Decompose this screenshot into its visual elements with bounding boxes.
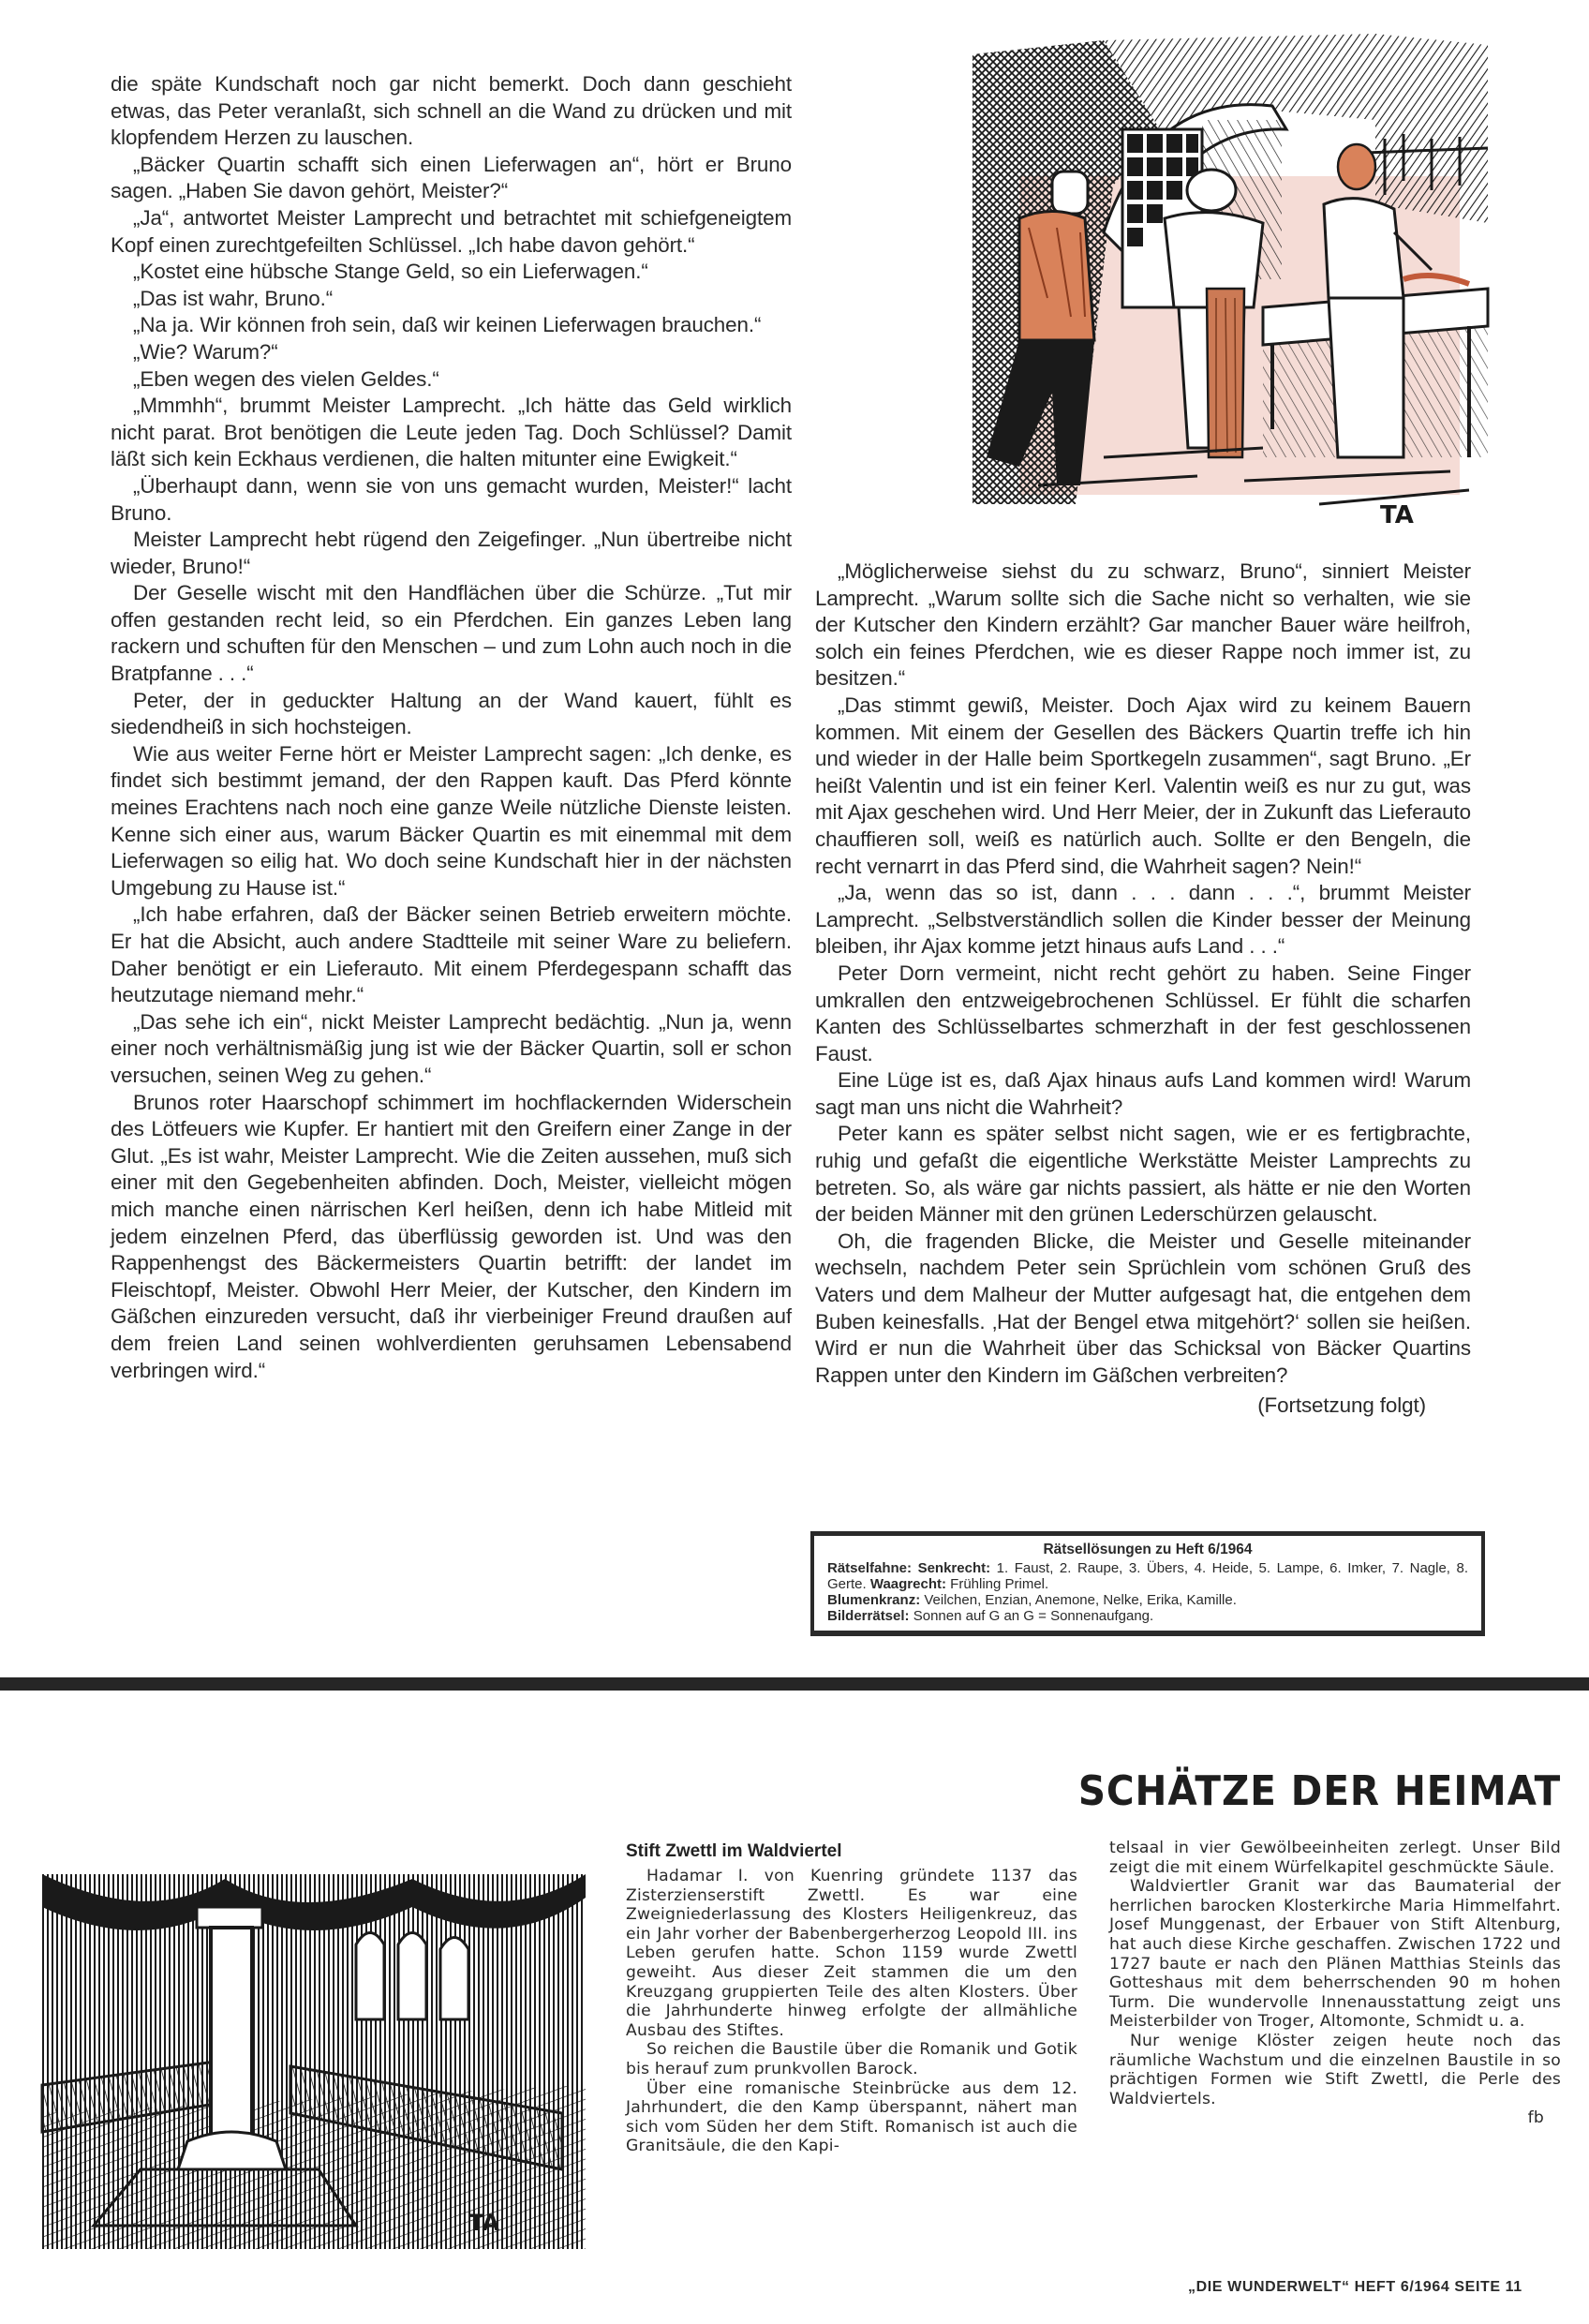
page-footer: „DIE WUNDERWELT“ HEFT 6/1964 SEITE 11 (1188, 2279, 1522, 2295)
story-paragraph: „Das stimmt gewiß, Meister. Doch Ajax wird zu keinem Bauern kommen. Mit einem der Gesellen des Bäckers Quartin treffe ich hin und wieder in der Halle beim Sportkegeln zusammen“, sagt Bruno. „Er heißt Valentin und ist ein feiner Kerl. Valentin weiß es nur zu gut, was mit Ajax geschehen wird. Und Herr Meier, der in Zukunft das Lieferauto chauffieren soll, weiß es natürlich auch. Sollte er den Bengeln, die recht vernarrt in das Pferd sind, die Wahrheit sagen? Nein!“ (815, 693, 1471, 878)
back-wall-right (1375, 34, 1488, 223)
article-paragraph: Nur wenige Klöster zeigen heute noch das räumliche Wachstum und die einzelnen Baustile in so prächtigen Formen wie Stift Zwettl, die Perle des Waldviertels. (1109, 2031, 1561, 2108)
story-paragraph: „Wie? Warum?“ (133, 339, 278, 364)
puzzle-solutions-box (810, 1531, 1485, 1636)
story-paragraph: Peter, der in geduckter Haltung an der Wand kauert, fühlt es siedendheiß in sich hochsteigen. (111, 688, 792, 739)
article-paragraph: Waldviertler Granit war das Baumaterial der herrlichen barocken Klosterkirche Maria Himmelfahrt. Josef Munggenast, der Erbauer von Stift Altenburg, hat auch diese Kirche geschaffen. Zwischen 1722 und 1727 baute er nach den Plänen Matthias Steinls das Gotteshaus mit dem beherrschenden 90 m hohen Turm. Die wundervolle Innenausstattung zeigt uns Meisterbilder von Troger, Altomonte, Schmidt u. a. (1109, 1877, 1561, 2032)
story-paragraph: „Überhaupt dann, wenn sie von uns gemacht wurden, Meister!“ lacht Bruno. (111, 473, 792, 525)
cloister-drawing (37, 1870, 600, 2254)
article-column-2 (1109, 1839, 1561, 2128)
article-column-1 (626, 1867, 1077, 2156)
senkrecht-label: Senkrecht: (917, 1560, 991, 1576)
story-paragraph: Der Geselle wischt mit den Handflächen über die Schürze. „Tut mir offen gestanden recht leid, so ein Pferdchen. Ein ganzes Leben lang rackern und schuften für den Menschen – und zum Lohn auch noch in die Bratpfanne . . .“ (111, 581, 792, 686)
waagrecht-text: Frühling Primel. (950, 1576, 1049, 1592)
article-paragraph: So reichen die Baustile über die Romanik und Gotik bis herauf zum prunkvollen Barock. (626, 2040, 1077, 2078)
story-paragraph: „Das ist wahr, Bruno.“ (133, 286, 334, 310)
continuation-note: (Fortsetzung folgt) (1257, 1393, 1426, 1418)
story-paragraph: Peter Dorn vermeint, nicht recht gehört zu haben. Seine Finger umkrallen den entzweigebrochenen Schlüssel. Er fühlt die scharfen Kanten des Schlüsselbartes schmerzhaft in der fest geschlossenen Faust. (815, 961, 1471, 1065)
section-title: SCHÄTZE DER HEIMAT (1077, 1767, 1561, 1815)
senkrecht-text: 1. Faust, 2. Raupe, 3. Übers, 4. Heide, 5. Lampe, 6. Imker, 7. Nagle, 8. Gerte. (827, 1560, 1469, 1592)
story-paragraph: Oh, die fragenden Blicke, die Meister und Geselle miteinander wechseln, nachdem Peter sein Sprüchlein vom schönen Gruß des Vaters und dem Malheur der Mutter aufgesagt hat, die entgehen dem Buben keinesfalls. ‚Hat der Bengel etwa mitgehört?‘ sollen sie heißen. Wird er nun die Wahrheit über das Schicksal von Bäcker Quartins Rappen unter den Kindern im Gäßchen verbreiten? (815, 1229, 1471, 1387)
story-left-column (111, 71, 792, 1384)
cloister-illustration (37, 1870, 600, 2254)
story-paragraph: Peter kann es später selbst nicht sagen, wie er es fertigbrachte, ruhig und gefaßt die eigentliche Werkstätte Meister Lamprechts zu betreten. So, als wäre gar nichts passiert, als hätte er nie den Worten der beiden Männer mit den grünen Lederschürzen gelauscht. (815, 1122, 1471, 1227)
story-paragraph: „Ja“, antwortet Meister Lamprecht und betrachtet mit schiefgeneigtem Kopf einen zurechtgefeilten Schlüssel. „Ich habe davon gehört.“ (111, 205, 792, 257)
window-arches (356, 1933, 468, 2020)
blumenkranz-label: Blumenkranz: (827, 1592, 921, 1608)
story-paragraph: „Ja, wenn das so ist, dann . . . dann . . .“, brummt Meister Lamprecht. „Selbstverständlich sollen die Kinder besser der Meinung bleiben, ihr Ajax komme jetzt hinaus aufs Land . . .“ (815, 881, 1471, 959)
section-divider (0, 1677, 1589, 1691)
waagrecht-label: Waagrecht: (869, 1576, 946, 1592)
story-paragraph: „Eben wegen des vielen Geldes.“ (133, 366, 439, 391)
bilderraetsel-label: Bilderrätsel: (827, 1608, 910, 1624)
blumenkranz-text: Veilchen, Enzian, Anemone, Nelke, Erika, Kamille. (924, 1592, 1237, 1608)
story-paragraph: „Möglicherweise siehst du zu schwarz, Bruno“, sinniert Meister Lamprecht. „Warum sollte sich die Sache nicht so verhalten, wie sie der Kutscher den Kindern erzählt? Gar mancher Bauer wäre heilfroh, solch ein feines Pferdchen, wie es dieser Rappe noch immer ist, zu besitzen.“ (815, 559, 1471, 691)
story-paragraph: die späte Kundschaft noch gar nicht bemerkt. Doch dann geschieht etwas, das Peter veranlaßt, sich schnell an die Wand zu drücken und mit klopfendem Herzen zu lauschen. (111, 72, 792, 150)
story-paragraph: Eine Lüge ist es, daß Ajax hinaus aufs Land kommen wird! Warum sagt man uns nicht die Wahrheit? (815, 1068, 1471, 1119)
raetselfahne-label: Rätselfahne: (827, 1560, 913, 1576)
article-paragraph: Über eine romanische Steinbrücke aus dem 12. Jahrhundert, die den Kamp überspannt, nähert man sich vom Süden her dem Stift. Romanisch ist auch die Granitsäule, die den Kapi- (626, 2078, 1077, 2156)
puzzle-solutions-title: Rätsellösungen zu Heft 6/1964 (1043, 1542, 1253, 1557)
raetselfahne-solution (827, 1560, 1468, 1592)
story-paragraph: Wie aus weiter Ferne hört er Meister Lamprecht sagen: „Ich denke, es findet sich bestimmt jemand, der den Rappen kauft. Das Pferd könnte meines Erachtens nach noch eine ganze Weile nützliche Dienste leisten. Kenne sich einer aus, warum Bäcker Quartin es mit einemmal mit dem Lieferwagen so eilig hat. Wo doch seine Kundschaft hier in der nächsten Umgebung zu Hause ist.“ (111, 741, 792, 900)
artist-signature: TA (1380, 501, 1414, 528)
bilderraetsel-solution (827, 1608, 1468, 1624)
story-paragraph: Brunos roter Haarschopf schimmert im hochflackernden Widerschein des Lötfeuers wie Kupfer. Er hantiert mit den Greifern einer Zange in der Glut. „Es ist wahr, Meister Lamprecht. Wie die Zeiten aussehen, muß sich einer mit den Gegebenheiten abfinden. Doch, Meister, vielleicht mögen mich manche einen närrischen Kerl heißen, denn ich habe Mitleid mit jedem einzelnen Pferd, das überflüssig geworden ist. Und was den Rappenhengst des Bäckermeisters Quartin betrifft: der landet im Fleischtopf, Meister. Obwohl Herr Meier, der Kutscher, den Kindern im Gäßchen einzureden versucht, daß ihr vierbeiniger Freund draußen auf dem freien Land seinen wohlverdienten geruhsamen Lebensabend verbringen wird.“ (111, 1090, 792, 1382)
workshop-drawing (963, 17, 1497, 528)
artist-signature: TA (468, 2210, 500, 2236)
article-paragraph: telsaal in vier Gewölbeeinheiten zerlegt. Unser Bild zeigt die mit einem Würfelkapitel geschmückte Säule. (1109, 1839, 1561, 1877)
author-signature: fb (1527, 2108, 1544, 2128)
story-right-column (815, 559, 1471, 1420)
story-paragraph: Meister Lamprecht hebt rügend den Zeigefinger. „Nun übertreibe nicht wieder, Bruno!“ (111, 528, 792, 578)
story-paragraph: „Bäcker Quartin schafft sich einen Lieferwagen an“, hört er Bruno sagen. „Haben Sie davon gehört, Meister?“ (111, 152, 792, 203)
story-paragraph: „Kostet eine hübsche Stange Geld, so ein Lieferwagen.“ (133, 260, 648, 284)
bilderraetsel-text: Sonnen auf G an G = Sonnenaufgang. (913, 1608, 1154, 1624)
story-paragraph: „Mmmhh“, brummt Meister Lamprecht. „Ich hätte das Geld wirklich nicht parat. Brot benötigen die Leute jeden Tag. Doch Schlüssel? Damit läßt sich kein Eckhaus verdienen, die halten mitunter eine Ewigkeit.“ (111, 394, 792, 471)
blumenkranz-solution (827, 1592, 1468, 1608)
article-paragraph: Hadamar I. von Kuenring gründete 1137 das Zisterzienserstift Zwettl. Es war eine Zweigniederlassung des Klosters Heiligenkreuz, das ein Jahr vorher der Babenbergerherzog Leopold III. ins Leben gerufen hatte. Schon 1159 wurde Zwettl geweiht. Aus dieser Zeit stammen die um den Kreuzgang gruppierten Teile des alten Klosters. Über die Jahrhunderte hinweg erfolgte der allmähliche Ausbau des Stiftes. (626, 1867, 1077, 2040)
story-paragraph: „Das sehe ich ein“, nickt Meister Lamprecht bedächtig. „Nun ja, wenn einer noch verhältnismäßig jung ist wie der Bäcker Quartin, soll er schon versuchen, seinen Weg zu gehen.“ (111, 1009, 792, 1087)
article-heading: Stift Zwettl im Waldviertel (626, 1841, 842, 1861)
story-paragraph: „Na ja. Wir können froh sein, daß wir keinen Lieferwagen brauchen.“ (133, 313, 762, 337)
story-paragraph: „Ich habe erfahren, daß der Bäcker seinen Betrieb erweitern möchte. Er hat die Absicht, auch andere Stadtteile mit seiner Ware zu beliefern. Daher benötigt er ein Lieferauto. Mit einem Pferdegespann schafft das heutzutage niemand mehr.“ (111, 902, 792, 1007)
workshop-illustration (963, 17, 1497, 528)
